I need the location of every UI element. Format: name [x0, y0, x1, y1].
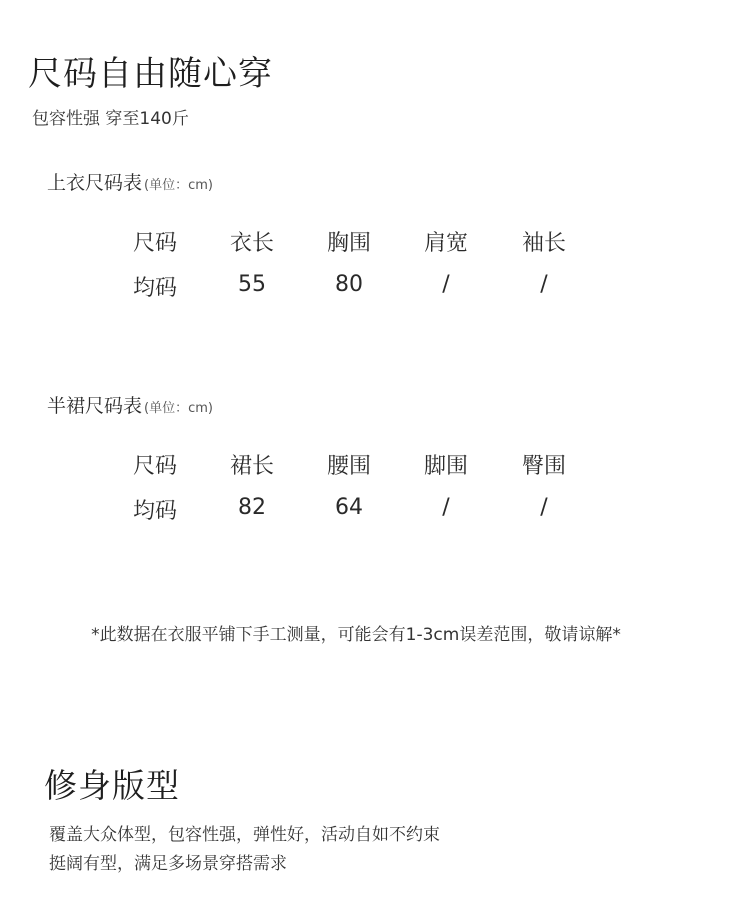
skirt-header-waist: 腰围 [326, 454, 371, 479]
skirt-header-length: 裙长 [229, 454, 274, 479]
skirt-row-hip: / [540, 495, 548, 520]
skirt-size-table-title [47, 391, 213, 418]
page-subtitle: 包容性强 穿至140斤 [32, 109, 189, 129]
skirt-row-length: 82 [238, 495, 266, 520]
page-title: 尺码自由随心穿 [28, 54, 273, 94]
skirt-size-table-title-text: 半裙尺码表 [47, 395, 143, 417]
top-header-chest: 胸围 [326, 231, 371, 256]
top-header-sleeve: 袖长 [521, 231, 566, 256]
top-size-table-title-text: 上衣尺码表 [47, 172, 143, 194]
fit-section-title: 修身版型 [44, 766, 180, 805]
skirt-header-hip: 臀围 [521, 454, 566, 479]
top-header-shoulder: 肩宽 [423, 231, 468, 256]
skirt-header-hem: 脚围 [423, 454, 468, 479]
top-row-size: 均码 [132, 276, 177, 301]
top-row-chest: 80 [335, 272, 363, 297]
measurement-note: *此数据在衣服平铺下手工测量，可能会有1-3cm误差范围，敬请谅解* [91, 625, 621, 645]
fit-description-line: 覆盖大众体型，包容性强，弹性好，活动自如不约束 [49, 825, 440, 845]
top-header-length: 衣长 [229, 231, 274, 256]
fit-description-line: 挺阔有型，满足多场景穿搭需求 [49, 854, 287, 874]
skirt-row-size: 均码 [132, 499, 177, 524]
top-row-shoulder: / [442, 272, 450, 297]
skirt-row-waist: 64 [335, 495, 363, 520]
top-row-sleeve: / [540, 272, 548, 297]
skirt-size-table-unit: (单位：cm) [144, 401, 213, 416]
top-size-table-unit: (单位：cm) [144, 178, 213, 193]
skirt-header-size: 尺码 [132, 454, 177, 479]
top-row-length: 55 [238, 272, 266, 297]
top-size-table-title [47, 168, 213, 195]
skirt-row-hem: / [442, 495, 450, 520]
top-header-size: 尺码 [132, 231, 177, 256]
